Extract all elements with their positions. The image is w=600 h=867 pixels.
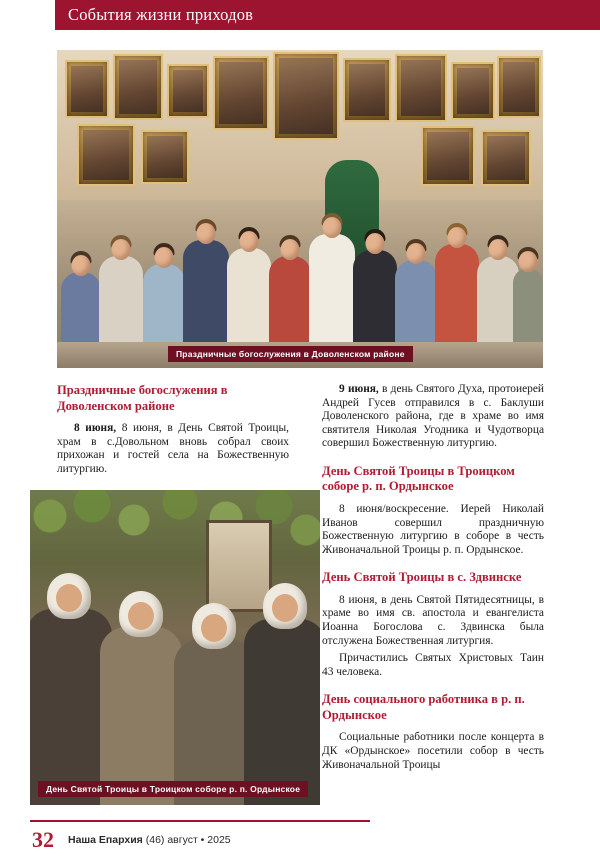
heading-social-worker-day: День социального работника в р. п. Ордынское xyxy=(322,692,525,722)
heading-ordynskoe-troitsa: День Святой Троицы в Троицком соборе р. п. Ордынское xyxy=(322,463,515,494)
paragraph-zdvinsk-2: Причастились Святых Христовых Таин 43 человека. xyxy=(322,652,544,678)
paragraph-dovolnoe-text: 8 июня, в День Святой Троицы, храм в с.Довольном вновь собрал своих прихожан и гостей села на Божественную литургию. xyxy=(57,422,289,475)
page-header xyxy=(0,0,600,30)
crowd-of-parishioners xyxy=(57,153,543,368)
right-text-column xyxy=(322,383,544,776)
parishioner-figure xyxy=(100,627,182,805)
footer-divider xyxy=(30,820,370,822)
heading-dovolnoe: Праздничные богослужения в Доволенском районе xyxy=(57,383,228,413)
heading-zdvinsk: День Святой Троицы в с. Здвинске xyxy=(322,570,522,585)
paragraph-baklushi-text: в день Святого Духа, протоиерей Андрей Гусев отправился в с. Баклуши Доволенского района, где в храме во имя святителя Николая Угодника и Чудотворца совершил Божественную литургию. xyxy=(322,383,544,450)
page-number: 32 xyxy=(32,827,54,852)
photo-caption-dovolnoe: Праздничные богослужения в Доволенском районе xyxy=(168,346,413,362)
paragraph-zdvinsk-1: 8 июня, в день Святой Пятидесятницы, в храме во имя св. апостола и евангелиста Иоанна Богослова с. Здвинска была отслужена Божественная литургия. xyxy=(322,593,544,647)
paragraph-ordynskoe-troitsa: 8 июня/воскресение. Иерей Николай Иванов совершил праздничную Божественную литургию в соборе в честь Живоначальной Троицы р. п. Ордынское. xyxy=(322,502,544,556)
page-header-title: События жизни приходов xyxy=(68,5,254,24)
paragraph-dovolnoe xyxy=(57,422,289,476)
photo-dovolnoe xyxy=(57,50,543,368)
footer-imprint xyxy=(68,834,231,846)
lead-date-right: 9 июня, xyxy=(339,383,379,395)
parishioner-figure xyxy=(244,619,320,805)
photo-ordynskoe xyxy=(30,490,320,805)
left-text-column xyxy=(57,383,289,480)
paragraph-social-worker-day: Социальные работники после концерта в ДК «Ордынское» посетили собор в честь Живоначальной Троицы xyxy=(322,731,544,771)
lead-date-left: 8 июня, xyxy=(74,422,117,434)
issue-info: (46) август • 2025 xyxy=(145,834,231,846)
paragraph-baklushi xyxy=(322,383,544,451)
window xyxy=(206,520,272,612)
photo-caption-ordynskoe: День Святой Троицы в Троицком соборе р. п. Ордынское xyxy=(38,781,308,797)
page-footer xyxy=(0,820,600,867)
magazine-title: Наша Епархия xyxy=(68,834,143,846)
